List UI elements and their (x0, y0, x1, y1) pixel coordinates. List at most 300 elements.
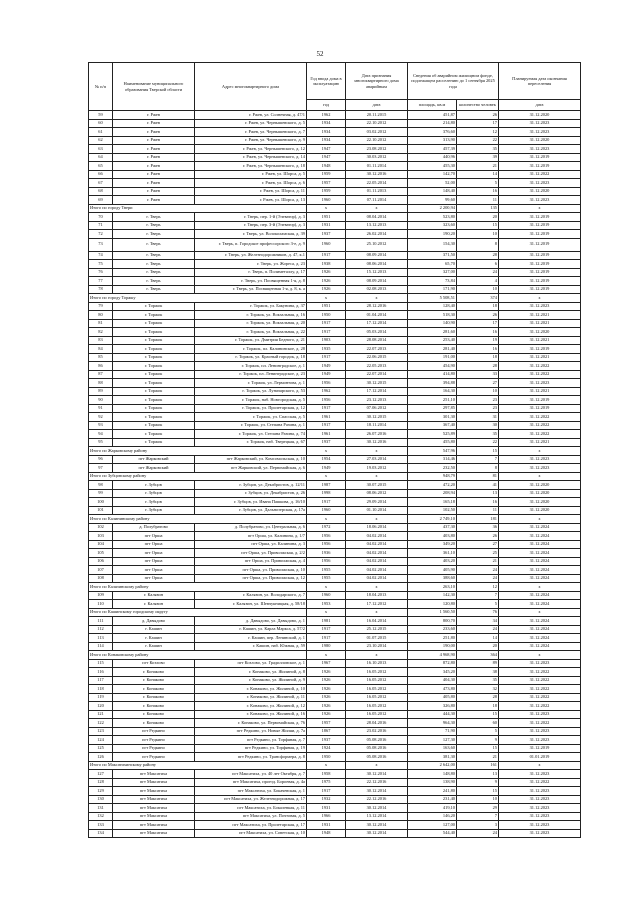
cell-people: 10 (457, 387, 499, 396)
cell-emergency-date: 01.04.2014 (346, 311, 408, 320)
cell-municipality: г. Тверь (113, 260, 195, 269)
cell-year: 1917 (307, 328, 346, 337)
cell-municipality: г. Калязин (113, 600, 195, 609)
cell-municipality: г. Конаково (113, 693, 195, 702)
cell-number: 96 (89, 455, 113, 464)
cell-address: д. Полубратово, ул. Центральная, д. 6 (195, 523, 307, 532)
cell-people: 18 (457, 702, 499, 711)
cell-address: г. Ржев, ул. Чернышевского, д. 18 (195, 162, 307, 171)
cell-address: пгт Максатиха, ул. Почтовая, д. 5 (195, 812, 307, 821)
subheader-people: количество человек (457, 100, 499, 111)
cell-planned-date: 31.12.2022 (499, 676, 581, 685)
cell-year: 1949 (307, 362, 346, 371)
cell-planned-date: 31.12.2024 (499, 566, 581, 575)
cell-year: х (307, 472, 346, 481)
cell-people: 60 (457, 719, 499, 728)
cell-municipality: г. Конаково (113, 676, 195, 685)
cell-people: 22 (457, 136, 499, 145)
cell-people: 24 (457, 574, 499, 583)
table-row (89, 268, 581, 277)
cell-year: 1954 (307, 455, 346, 464)
cell-number: 65 (89, 162, 113, 171)
cell-area: 232,50 (408, 464, 457, 473)
cell-year: 1926 (307, 676, 346, 685)
cell-address: г. Конаково, ул. Жилиной, д. 16 (195, 710, 307, 719)
cell-number: 72 (89, 230, 113, 239)
cell-emergency-date: 08.04.2014 (346, 213, 408, 222)
cell-planned-date: 31.12.2021 (499, 336, 581, 345)
cell-year: 1959 (307, 170, 346, 179)
cell-people: 28 (457, 251, 499, 260)
subtotal-label: Итого по Калининскому району (89, 515, 307, 524)
subtotal-row (89, 472, 581, 481)
cell-address: г. Конаково, ул. Жилиной, д. 10 (195, 685, 307, 694)
cell-address: г. Конаково, ул. Жилиной, д. 8 (195, 668, 307, 677)
table-row (89, 498, 581, 507)
cell-number: 90 (89, 396, 113, 405)
cell-people: 15 (457, 710, 499, 719)
cell-emergency-date: 18.06.2014 (346, 523, 408, 532)
cell-emergency-date: 28.08.2014 (346, 336, 408, 345)
cell-number: 63 (89, 145, 113, 154)
cell-people: 26 (457, 311, 499, 320)
cell-year: 1926 (307, 685, 346, 694)
cell-emergency-date: 30.12.2014 (346, 770, 408, 779)
cell-municipality: пгт Орша (113, 557, 195, 566)
cell-people: 20 (457, 642, 499, 651)
cell-emergency-date: х (346, 761, 408, 770)
cell-address: г. Ржев, ул. Чернышевского, д. 7 (195, 128, 307, 137)
cell-area: 281,60 (408, 328, 457, 337)
cell-municipality: г. Торжок (113, 387, 195, 396)
cell-planned-date: 31.12.2023 (499, 787, 581, 796)
cell-people: 81 (457, 472, 499, 481)
cell-area: 128,40 (408, 302, 457, 311)
table-row (89, 328, 581, 337)
cell-area: 142,70 (408, 170, 457, 179)
cell-people: 28 (457, 693, 499, 702)
cell-municipality: г. Торжок (113, 413, 195, 422)
cell-emergency-date: 16.05.2012 (346, 685, 408, 694)
cell-people: 21 (457, 753, 499, 762)
cell-address: г. Торжок, ул. Степана Разина, д. 1 (195, 421, 307, 430)
subheader-area: площадь, кв.м (408, 100, 457, 111)
subheader-date: дата (346, 100, 408, 111)
cell-year: 1917 (307, 404, 346, 413)
cell-address: пгт Редкино, ул. Торфяная, д. 19 (195, 744, 307, 753)
cell-number: 111 (89, 617, 113, 626)
cell-number: 108 (89, 574, 113, 583)
table-row (89, 634, 581, 643)
cell-area: 2 749,10 (408, 515, 457, 524)
cell-area: 473,80 (408, 685, 457, 694)
cell-address: г. Торжок, ул. Пролетарская, д. 12 (195, 404, 307, 413)
cell-planned-date: х (499, 294, 581, 303)
cell-area: 457,39 (408, 145, 457, 154)
cell-emergency-date: 23.10.2014 (346, 642, 408, 651)
cell-emergency-date: 22.05.2013 (346, 362, 408, 371)
table-row (89, 260, 581, 269)
cell-number: 88 (89, 379, 113, 388)
cell-address: г. Торжок, ул. Вокзальная, д. 22 (195, 328, 307, 337)
cell-number: 62 (89, 136, 113, 145)
cell-number: 117 (89, 676, 113, 685)
cell-number: 134 (89, 829, 113, 838)
cell-area: 71,90 (408, 727, 457, 736)
table-row (89, 702, 581, 711)
cell-people: 11 (457, 506, 499, 515)
cell-people: 18 (457, 353, 499, 362)
cell-planned-date: 31.12.2022 (499, 778, 581, 787)
cell-address: г. Калязин, ул. Шевчукницкая, д. 58/18 (195, 600, 307, 609)
cell-people: 31 (457, 413, 499, 422)
cell-planned-date: 31.12.2023 (499, 736, 581, 745)
cell-number: 128 (89, 778, 113, 787)
table-row (89, 345, 581, 354)
cell-year: х (307, 608, 346, 617)
cell-planned-date: 01.01.2019 (499, 753, 581, 762)
cell-municipality: г. Ржев (113, 196, 195, 205)
cell-area: 164,30 (408, 387, 457, 396)
cell-year: 1960 (307, 506, 346, 515)
cell-municipality: пгт Орша (113, 540, 195, 549)
cell-planned-date: 31.12.2022 (499, 685, 581, 694)
cell-municipality: г. Ржев (113, 170, 195, 179)
cell-people: 32 (457, 685, 499, 694)
cell-area: 525,89 (408, 430, 457, 439)
table-row (89, 302, 581, 311)
cell-area: 451,87 (408, 111, 457, 120)
cell-municipality: г. Ржев (113, 136, 195, 145)
cell-municipality: г. Торжок (113, 328, 195, 337)
cell-area: 148,80 (408, 770, 457, 779)
cell-area: 52,00 (408, 179, 457, 188)
cell-municipality: г. Ржев (113, 119, 195, 128)
cell-people: 8 (457, 464, 499, 473)
cell-people: 20 (457, 213, 499, 222)
cell-municipality: г. Зубцов (113, 498, 195, 507)
cell-people: 16 (457, 187, 499, 196)
cell-municipality: г. Тверь (113, 221, 195, 230)
cell-people: 36 (457, 523, 499, 532)
cell-area: 73,84 (408, 277, 457, 286)
cell-people: 15 (457, 744, 499, 753)
cell-number: 95 (89, 438, 113, 447)
cell-area: 146,20 (408, 812, 457, 821)
cell-planned-date: 31.12.2023 (499, 812, 581, 821)
cell-municipality: пгт Максатиха (113, 795, 195, 804)
table-row (89, 170, 581, 179)
cell-area: 444,30 (408, 710, 457, 719)
header-municipality: Наименование муниципального образования Тверской области (113, 63, 195, 111)
table-row (89, 481, 581, 490)
cell-year: 1987 (307, 481, 346, 490)
cell-planned-date: 31.12.2024 (499, 540, 581, 549)
cell-people: 33 (457, 370, 499, 379)
cell-area: 547,96 (408, 447, 457, 456)
cell-area: 472,20 (408, 481, 457, 490)
cell-address: г. Торжок, пл. Калининское, д. 28 (195, 345, 307, 354)
cell-address: г. Торжок, ул. Вокзальная, д. 20 (195, 319, 307, 328)
cell-year: 1961 (307, 413, 346, 422)
cell-year: 1975 (307, 778, 346, 787)
cell-people: 30 (457, 421, 499, 430)
subtotal-label: Итого по Жарковскому району (89, 447, 307, 456)
cell-municipality: г. Ржев (113, 145, 195, 154)
cell-municipality: пгт Максатиха (113, 829, 195, 838)
cell-emergency-date: 01.07.2015 (346, 634, 408, 643)
cell-area: 4 968,90 (408, 651, 457, 660)
cell-area: 964,30 (408, 719, 457, 728)
cell-planned-date: х (499, 651, 581, 660)
cell-year: 1948 (307, 162, 346, 171)
cell-emergency-date: 16.05.2012 (346, 710, 408, 719)
cell-area: 544,40 (408, 829, 457, 838)
cell-planned-date: 31.12.2021 (499, 311, 581, 320)
cell-emergency-date: 20.11.2015 (346, 111, 408, 120)
cell-planned-date: х (499, 761, 581, 770)
cell-year: 1966 (307, 812, 346, 821)
cell-planned-date: 31.12.2023 (499, 710, 581, 719)
table-row (89, 136, 581, 145)
cell-municipality: пгт Максатиха (113, 812, 195, 821)
cell-number: 80 (89, 311, 113, 320)
cell-address: г. Торжок, ул. Спасская, д. 5 (195, 413, 307, 422)
cell-number: 122 (89, 719, 113, 728)
cell-emergency-date: 22.05.2014 (346, 179, 408, 188)
cell-year: 1962 (307, 387, 346, 396)
cell-municipality: г. Торжок (113, 302, 195, 311)
cell-emergency-date: 04.02.2014 (346, 540, 408, 549)
cell-municipality: г. Торжок (113, 396, 195, 405)
table-row (89, 464, 581, 473)
cell-planned-date: 31.12.2020 (499, 489, 581, 498)
cell-planned-date: 31.12.2023 (499, 379, 581, 388)
table-row (89, 413, 581, 422)
table-row (89, 319, 581, 328)
cell-area: 800,70 (408, 617, 457, 626)
cell-emergency-date: 16.05.2012 (346, 702, 408, 711)
cell-year: 1962 (307, 111, 346, 120)
table-row (89, 753, 581, 762)
cell-year: х (307, 651, 346, 660)
cell-number: 130 (89, 795, 113, 804)
cell-municipality: г. Ржев (113, 128, 195, 137)
cell-year: 1917 (307, 625, 346, 634)
table-row (89, 617, 581, 626)
cell-year: 1951 (307, 302, 346, 311)
cell-planned-date: 31.12.2024 (499, 549, 581, 558)
cell-people: 10 (457, 230, 499, 239)
cell-emergency-date: 08.09.2014 (346, 251, 408, 260)
header-row-number: № п/п (89, 63, 113, 111)
cell-area: 1 560,50 (408, 608, 457, 617)
subtotal-row (89, 294, 581, 303)
cell-area: 437,30 (408, 523, 457, 532)
cell-address: г. Зубцов, ул. Декабристов, д. 26 (195, 489, 307, 498)
cell-number: 69 (89, 196, 113, 205)
cell-number: 76 (89, 268, 113, 277)
table-row (89, 230, 581, 239)
cell-address: г. Конаково, ул. Жилиной, д. 9 (195, 676, 307, 685)
cell-address: пгт Максатиха, ул. 40 лет Октября, д. 7 (195, 770, 307, 779)
cell-emergency-date: 05.08.2016 (346, 744, 408, 753)
cell-emergency-date: 04.02.2014 (346, 574, 408, 583)
cell-number: 67 (89, 179, 113, 188)
cell-emergency-date: 05.08.2016 (346, 753, 408, 762)
cell-address: пгт Орша, ул. Калинина, д. 1/7 (195, 532, 307, 541)
cell-municipality: пгт Редкино (113, 753, 195, 762)
cell-year: 1917 (307, 353, 346, 362)
cell-year: 1960 (307, 196, 346, 205)
cell-emergency-date: 22.12.2016 (346, 795, 408, 804)
cell-people: 181 (457, 515, 499, 524)
cell-area: 102,50 (408, 506, 457, 515)
cell-people: 38 (457, 668, 499, 677)
cell-municipality: г. Кашин (113, 642, 195, 651)
subtotal-row (89, 651, 581, 660)
cell-address: г. Конаково, ул. Жилиной, д. 12 (195, 702, 307, 711)
cell-number: 94 (89, 430, 113, 439)
cell-emergency-date: х (346, 608, 408, 617)
cell-municipality: г. Зубцов (113, 489, 195, 498)
cell-area: 314,46 (408, 455, 457, 464)
cell-people: 24 (457, 566, 499, 575)
cell-planned-date: х (499, 515, 581, 524)
cell-people: 21 (457, 162, 499, 171)
cell-people: 12 (457, 583, 499, 592)
table-row (89, 659, 581, 668)
cell-year: 1947 (307, 145, 346, 154)
cell-emergency-date: 13.12.2014 (346, 812, 408, 821)
cell-year: 1917 (307, 498, 346, 507)
cell-year: 1955 (307, 574, 346, 583)
cell-municipality: пгт Максатиха (113, 778, 195, 787)
table-row (89, 430, 581, 439)
subtotal-label: Итого по Зубцовскому району (89, 472, 307, 481)
cell-planned-date: 31.12.2019 (499, 221, 581, 230)
cell-area: 127,30 (408, 736, 457, 745)
cell-municipality: г. Торжок (113, 311, 195, 320)
cell-emergency-date: 25.12.2015 (346, 625, 408, 634)
cell-emergency-date: 23.08.2012 (346, 145, 408, 154)
cell-year: 1931 (307, 804, 346, 813)
cell-people: 7 (457, 812, 499, 821)
cell-people: 25 (457, 549, 499, 558)
cell-area: 403,20 (408, 557, 457, 566)
cell-year: 1931 (307, 221, 346, 230)
cell-municipality: г. Тверь (113, 230, 195, 239)
cell-address: пгт Козлово, ул. Градилловское, д. 1 (195, 659, 307, 668)
cell-planned-date: 31.12.2024 (499, 532, 581, 541)
cell-people: 35 (457, 145, 499, 154)
cell-planned-date: 31.12.2021 (499, 438, 581, 447)
cell-area: 191,00 (408, 353, 457, 362)
subtotal-label: Итого по Максатихинскому району (89, 761, 307, 770)
cell-people: 7 (457, 455, 499, 464)
cell-area: 872,80 (408, 659, 457, 668)
cell-people: 89 (457, 659, 499, 668)
cell-year: 1948 (307, 829, 346, 838)
cell-address: пгт Редкино, ул. Новые Жиляи, д. 7а (195, 727, 307, 736)
cell-area: 154,30 (408, 238, 457, 251)
cell-number: 132 (89, 812, 113, 821)
cell-planned-date: 31.12.2023 (499, 302, 581, 311)
cell-emergency-date: 30.12.2014 (346, 804, 408, 813)
cell-number: 93 (89, 421, 113, 430)
cell-number: 131 (89, 804, 113, 813)
cell-emergency-date: 22.06.2015 (346, 353, 408, 362)
cell-planned-date: 31.12.2022 (499, 693, 581, 702)
cell-people: 5 (457, 179, 499, 188)
cell-year: 1955 (307, 566, 346, 575)
cell-emergency-date: 07.06.2012 (346, 404, 408, 413)
cell-people: 23 (457, 404, 499, 413)
header-address: Адрес многоквартирного дома (195, 63, 307, 111)
cell-address: г. Тверь, ул. Посвященная 1-я, д. 8 (195, 277, 307, 286)
cell-municipality: г. Торжок (113, 379, 195, 388)
cell-planned-date: 31.12.2022 (499, 719, 581, 728)
cell-address: г. Зубцов, ул. Дальнозерская, д. 17а (195, 506, 307, 515)
cell-address: пгт Максатиха, ул. Бокачевская, д. 1 (195, 787, 307, 796)
table-row (89, 145, 581, 154)
cell-people: 16 (457, 328, 499, 337)
cell-number: 109 (89, 591, 113, 600)
cell-planned-date: 31.12.2022 (499, 702, 581, 711)
cell-number: 89 (89, 387, 113, 396)
cell-area: 251,80 (408, 634, 457, 643)
cell-emergency-date: 04.02.2014 (346, 532, 408, 541)
cell-municipality: г. Торжок (113, 353, 195, 362)
cell-emergency-date: 17.12.2014 (346, 319, 408, 328)
table-row (89, 221, 581, 230)
cell-planned-date: 31.12.2021 (499, 319, 581, 328)
cell-people: 41 (457, 481, 499, 490)
cell-emergency-date: 30.03.2012 (346, 153, 408, 162)
page-number: 52 (316, 50, 324, 58)
cell-emergency-date: 04.02.2014 (346, 549, 408, 558)
cell-number: 77 (89, 277, 113, 286)
cell-address: г. Ржев, ул. Чернышевского, д. 14 (195, 153, 307, 162)
cell-year: 1934 (307, 128, 346, 137)
header-emergency-date: Дата признания многоквартирного дома аварийным (346, 63, 408, 100)
cell-emergency-date: 26.02.2014 (346, 230, 408, 239)
cell-area: 214,80 (408, 119, 457, 128)
table-row (89, 787, 581, 796)
cell-area: 376,60 (408, 128, 457, 137)
cell-year: 1867 (307, 727, 346, 736)
cell-address: г. Торжок, ул. Степана Разина, д. 74 (195, 430, 307, 439)
cell-address: г. Тверь, ул. Посвященная 1-я, д. 8, к. а (195, 285, 307, 294)
cell-municipality: пгт Редкино (113, 727, 195, 736)
cell-year: 1980 (307, 642, 346, 651)
cell-emergency-date: 22.10.2012 (346, 119, 408, 128)
table-row (89, 438, 581, 447)
cell-address: г. Ржев, ул. Шорса, д. 11 (195, 187, 307, 196)
cell-people: 18 (457, 302, 499, 311)
cell-planned-date: 31.12.2024 (499, 642, 581, 651)
cell-address: г. Торжок, пл. Ленинградское, д. 1 (195, 362, 307, 371)
cell-number: 100 (89, 498, 113, 507)
cell-number: 101 (89, 506, 113, 515)
cell-emergency-date: 30.12.2016 (346, 438, 408, 447)
table-row (89, 591, 581, 600)
table-row (89, 710, 581, 719)
cell-year: х (307, 583, 346, 592)
table-row (89, 600, 581, 609)
cell-municipality: г. Тверь (113, 251, 195, 260)
cell-area: 142,30 (408, 591, 457, 600)
